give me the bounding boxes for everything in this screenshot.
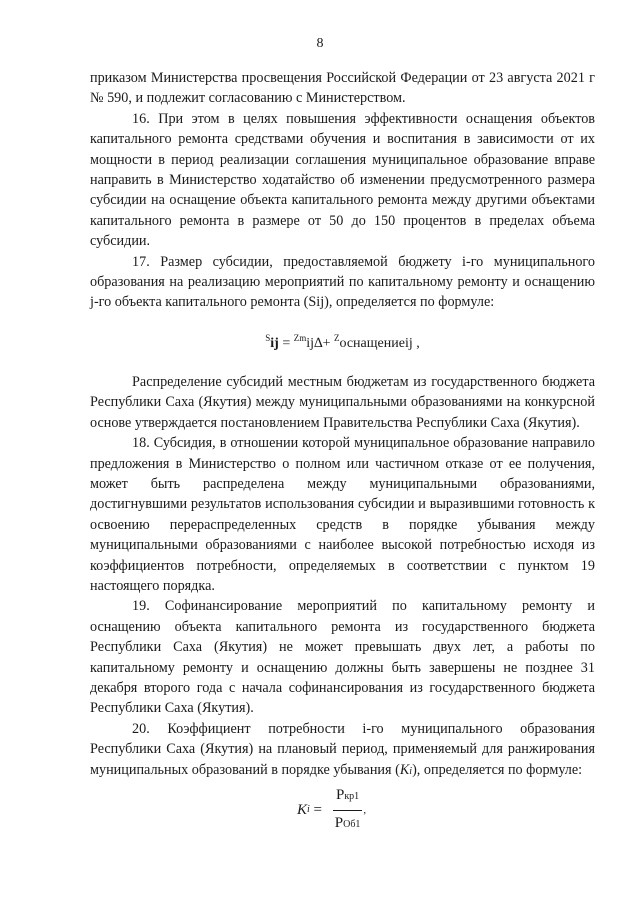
paragraph-continuation: приказом Министерства просвещения Российской Федерации от 23 августа 2021 г № 590, и подлежит согласованию с Министерством. (90, 70, 595, 107)
paragraph-distribution: Распределение субсидий местным бюджетам из государственного бюджета Республики Саха (Якутия) между муниципальными образованиями на конкурсной основе утверждается постановлением Правительства Республики Саха (Якутия). (90, 373, 595, 431)
subsidy-formula: $^S$ij = $^{Zm}$ij∆+ $^Z$оснащениеij , (265, 332, 420, 351)
paragraph-16: 16. При этом в целях повышения эффективности оснащения объектов капитального ремонта средствами обучения и воспитания в зависимости от их мощности в период реализации соглашения муниципальное образование вправе направить в Министерство ходатайство об изменении предусмотренного размера субсидии на оснащение объекта капитального ремонта между другими объектами капитального ремонта в размере от 50 до 150 процентов в пределах объема субсидии. (90, 110, 595, 250)
paragraph-17: 17. Размер субсидии, предоставляемой бюджету i-го муниципального образования на реализацию мероприятий по капитальному ремонту и оснащению j-го объекта капитального ремонта (Sij), определяется по формуле: (90, 253, 595, 311)
paragraph-20: 20. Коэффициент потребности i-го муниципального образования Республики Саха (Якутия) на плановый период, применяемый для ранжирования муниципальных образований в порядке убывания (Ki), определяется по формуле: (90, 720, 595, 778)
paragraph-19: 19. Софинансирование мероприятий по капитальному ремонту и оснащению объекта капитального ремонта из государственного бюджета Республики Саха (Якутия) не может превышать двух лет, а работы по капитальному ремонту и оснащению должны быть завершены не позднее 31 декабря второго года с начала софинансирования из государственного бюджета Республики Саха (Якутия). (90, 598, 595, 717)
fraction-numerator: Ркр1 (333, 785, 362, 810)
paragraph-18: 18. Субсидия, в отношении которой муниципальное образование направило предложения в Министерство о полном или частичном отказе от ее получения, может быть распределена между муниципальными образованиями, достигнувшими результатов использования субсидии и выразившими готовность к освоению перераспределенных средств в порядке убывания между муниципальными образованиями с наиболее высокой потребностью исходя из коэффициентов потребности, определяемых в соответствии с пунктом 19 настоящего порядка. (90, 435, 595, 594)
document-body (90, 68, 595, 836)
fraction-denominator: РОб1 (334, 814, 361, 831)
need-coefficient-formula: K i = $\frac{\text{Ркр1}}{\text{РОб1}}$ , (90, 784, 595, 836)
page-number: 8 (316, 36, 324, 51)
fraction (332, 785, 364, 835)
